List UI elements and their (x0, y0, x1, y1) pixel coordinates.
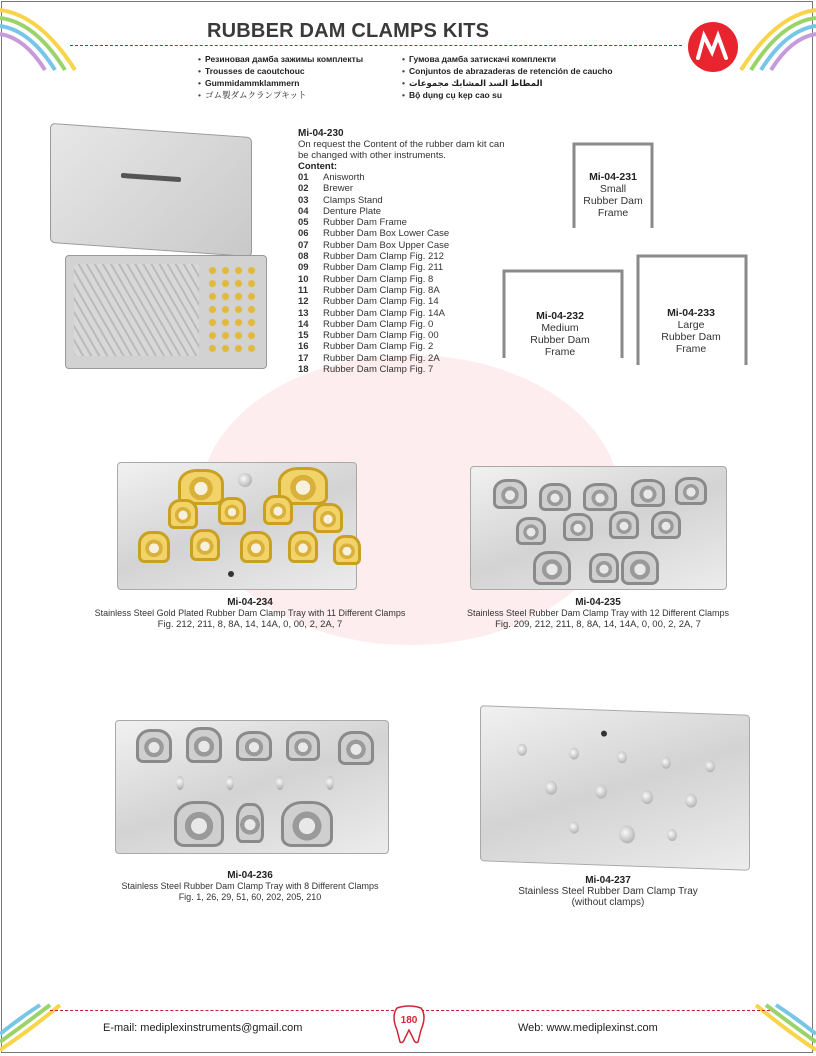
rainbow-corner-bottom-right (746, 1000, 816, 1056)
footer-email: E-mail: mediplexinstruments@gmail.com (103, 1022, 303, 1034)
kit-gold-clamps (206, 264, 258, 356)
empty-clamp-tray-image (480, 705, 750, 870)
tooth-page-badge (391, 1004, 427, 1044)
page-number: 180 (400, 1015, 418, 1026)
footer-web: Web: www.mediplexinst.com (518, 1022, 658, 1034)
tray-235-desc: Stainless Steel Rubber Dam Clamp Tray with 12 Different Clamps (467, 608, 729, 618)
translation-ukrainian: • Гумова дамба затискачі комплекти (402, 54, 556, 64)
tray-236-code: Mi-04-236 (227, 870, 273, 881)
rainbow-corner-top-left (0, 0, 80, 75)
kit-content-item-number: 13 (298, 307, 309, 319)
kit-content-item-name: Rubber Dam Clamp Fig. 14A (323, 307, 445, 319)
kit-content-item-name: Rubber Dam Clamp Fig. 00 (323, 330, 439, 342)
medium-frame-label: Mi-04-232 Medium Rubber Dam Frame (530, 310, 590, 358)
kit-content-item (298, 319, 508, 330)
translations-right (402, 53, 662, 101)
kit-case-lid-label (121, 173, 181, 182)
kit-content-item-name: Rubber Dam Frame (323, 217, 407, 229)
kit-content-item-number: 07 (298, 239, 309, 251)
kit-content-item (298, 341, 508, 352)
translation-vietnamese: • Bộ dụng cụ kẹp cao su (402, 90, 503, 100)
kit-content-heading: Content: (298, 161, 338, 172)
kit-instruments (74, 264, 199, 356)
kit-content-item-name: Rubber Dam Clamp Fig. 211 (323, 262, 444, 274)
tray-236-caption (100, 870, 400, 903)
kit-content-list (298, 172, 508, 375)
translation-spanish: • Conjuntos de abrazaderas de retención de caucho (402, 66, 613, 76)
kit-content-item (298, 285, 508, 296)
title-divider (70, 45, 682, 46)
tray-236-figs: Fig. 1, 26, 29, 51, 60, 202, 205, 210 (178, 892, 322, 902)
steel-clamp-tray-12-image (470, 466, 727, 590)
translation-french: • Trousses de caoutchouc (198, 66, 305, 76)
kit-content-item-number: 17 (298, 352, 309, 364)
kit-content-item-number: 08 (298, 251, 309, 263)
tray-236-desc: Stainless Steel Rubber Dam Clamp Tray with 8 Different Clamps (121, 881, 379, 891)
kit-content-item-number: 03 (298, 194, 309, 206)
kit-content-item-name: Rubber Dam Clamp Fig. 14 (323, 296, 439, 308)
kit-code: Mi-04-230 (298, 128, 344, 139)
kit-case-lid-image (50, 123, 252, 257)
kit-content-item-name: Rubber Dam Clamp Fig. 8A (323, 284, 440, 296)
kit-content-item-name: Rubber Dam Clamp Fig. 7 (323, 364, 434, 376)
small-frame-label: Mi-04-231 Small Rubber Dam Frame (583, 171, 643, 219)
kit-content-item-number: 11 (298, 284, 309, 296)
kit-content-item-number: 02 (298, 183, 309, 195)
kit-content-item (298, 353, 508, 364)
tray-237-code: Mi-04-237 (585, 875, 631, 886)
kit-content-item-number: 01 (298, 172, 309, 183)
kit-content-item-number: 04 (298, 205, 309, 217)
kit-content-item (298, 195, 508, 206)
kit-content-item (298, 172, 508, 183)
kit-content-item (298, 262, 508, 273)
kit-content-item-number: 18 (298, 364, 309, 376)
gold-clamp-tray-image (117, 462, 357, 590)
kit-content-item (298, 274, 508, 285)
tray-234-caption (80, 597, 420, 630)
kit-content-item (298, 308, 508, 319)
kit-content-item-name: Brewer (323, 183, 354, 195)
kit-content-item (298, 364, 508, 375)
kit-content-item-name: Denture Plate (323, 205, 382, 217)
kit-content-item (298, 330, 508, 341)
kit-content-item-number: 09 (298, 262, 309, 274)
kit-content-item (298, 217, 508, 228)
kit-content-item (298, 251, 508, 262)
translation-arabic: • المطاط السد المشابك مجموعات (402, 78, 543, 88)
large-frame-label: Mi-04-233 Large Rubber Dam Frame (661, 307, 721, 355)
kit-content-item (298, 183, 508, 194)
tray-235-caption (440, 597, 756, 630)
kit-content-item-name: Clamps Stand (323, 194, 383, 206)
kit-content-item-number: 06 (298, 228, 309, 240)
kit-content-item-name: Rubber Dam Clamp Fig. 212 (323, 251, 444, 263)
tray-234-desc: Stainless Steel Gold Plated Rubber Dam Clamp Tray with 11 Different Clamps (94, 608, 406, 618)
tray-235-figs: Fig. 209, 212, 211, 8, 8A, 14, 14A, 0, 00, 2, 2A, 7 (495, 619, 701, 630)
kit-case-open-image (65, 255, 267, 369)
kit-content-item-name: Anisworth (323, 172, 365, 183)
kit-details (298, 128, 508, 375)
kit-content-item-number: 15 (298, 330, 309, 342)
brand-logo (688, 22, 738, 72)
translation-japanese: • ゴム製ダムクランプキット (198, 90, 307, 100)
kit-content-item (298, 240, 508, 251)
kit-content-item-number: 14 (298, 318, 309, 330)
kit-content-item-number: 12 (298, 296, 309, 308)
kit-content-item (298, 228, 508, 239)
kit-content-item-name: Rubber Dam Clamp Fig. 2A (323, 352, 440, 364)
kit-content-item (298, 296, 508, 307)
translation-german: • Gummidammklammern (198, 78, 300, 88)
page-title: RUBBER DAM CLAMPS KITS (207, 20, 490, 42)
kit-content-item-name: Rubber Dam Clamp Fig. 8 (323, 273, 434, 285)
tray-237-desc: Stainless Steel Rubber Dam Clamp Tray (518, 886, 698, 897)
kit-content-item-number: 05 (298, 217, 309, 229)
rainbow-corner-top-right (736, 0, 816, 75)
tray-237-caption (480, 875, 736, 908)
tray-237-figs: (without clamps) (571, 897, 645, 908)
tray-234-code: Mi-04-234 (227, 597, 273, 608)
kit-content-item-name: Rubber Dam Box Upper Case (323, 239, 450, 251)
kit-content-item-name: Rubber Dam Clamp Fig. 2 (323, 341, 434, 353)
translation-russian: • Резиновая дамба зажимы комплекты (198, 54, 364, 64)
tray-235-code: Mi-04-235 (575, 597, 621, 608)
kit-content-item-name: Rubber Dam Clamp Fig. 0 (323, 318, 434, 330)
translations-left (198, 53, 398, 101)
kit-content-item-number: 10 (298, 273, 309, 285)
tray-234-figs: Fig. 212, 211, 8, 8A, 14, 14A, 0, 00, 2, 2A, 7 (157, 619, 343, 630)
kit-content-item-number: 16 (298, 341, 309, 353)
kit-content-item-name: Rubber Dam Box Lower Case (323, 228, 450, 240)
kit-note: On request the Content of the rubber dam kit can be changed with other instruments. (298, 139, 505, 161)
steel-clamp-tray-8-image (115, 720, 389, 854)
kit-content-item (298, 206, 508, 217)
rainbow-corner-bottom-left (0, 1000, 70, 1056)
